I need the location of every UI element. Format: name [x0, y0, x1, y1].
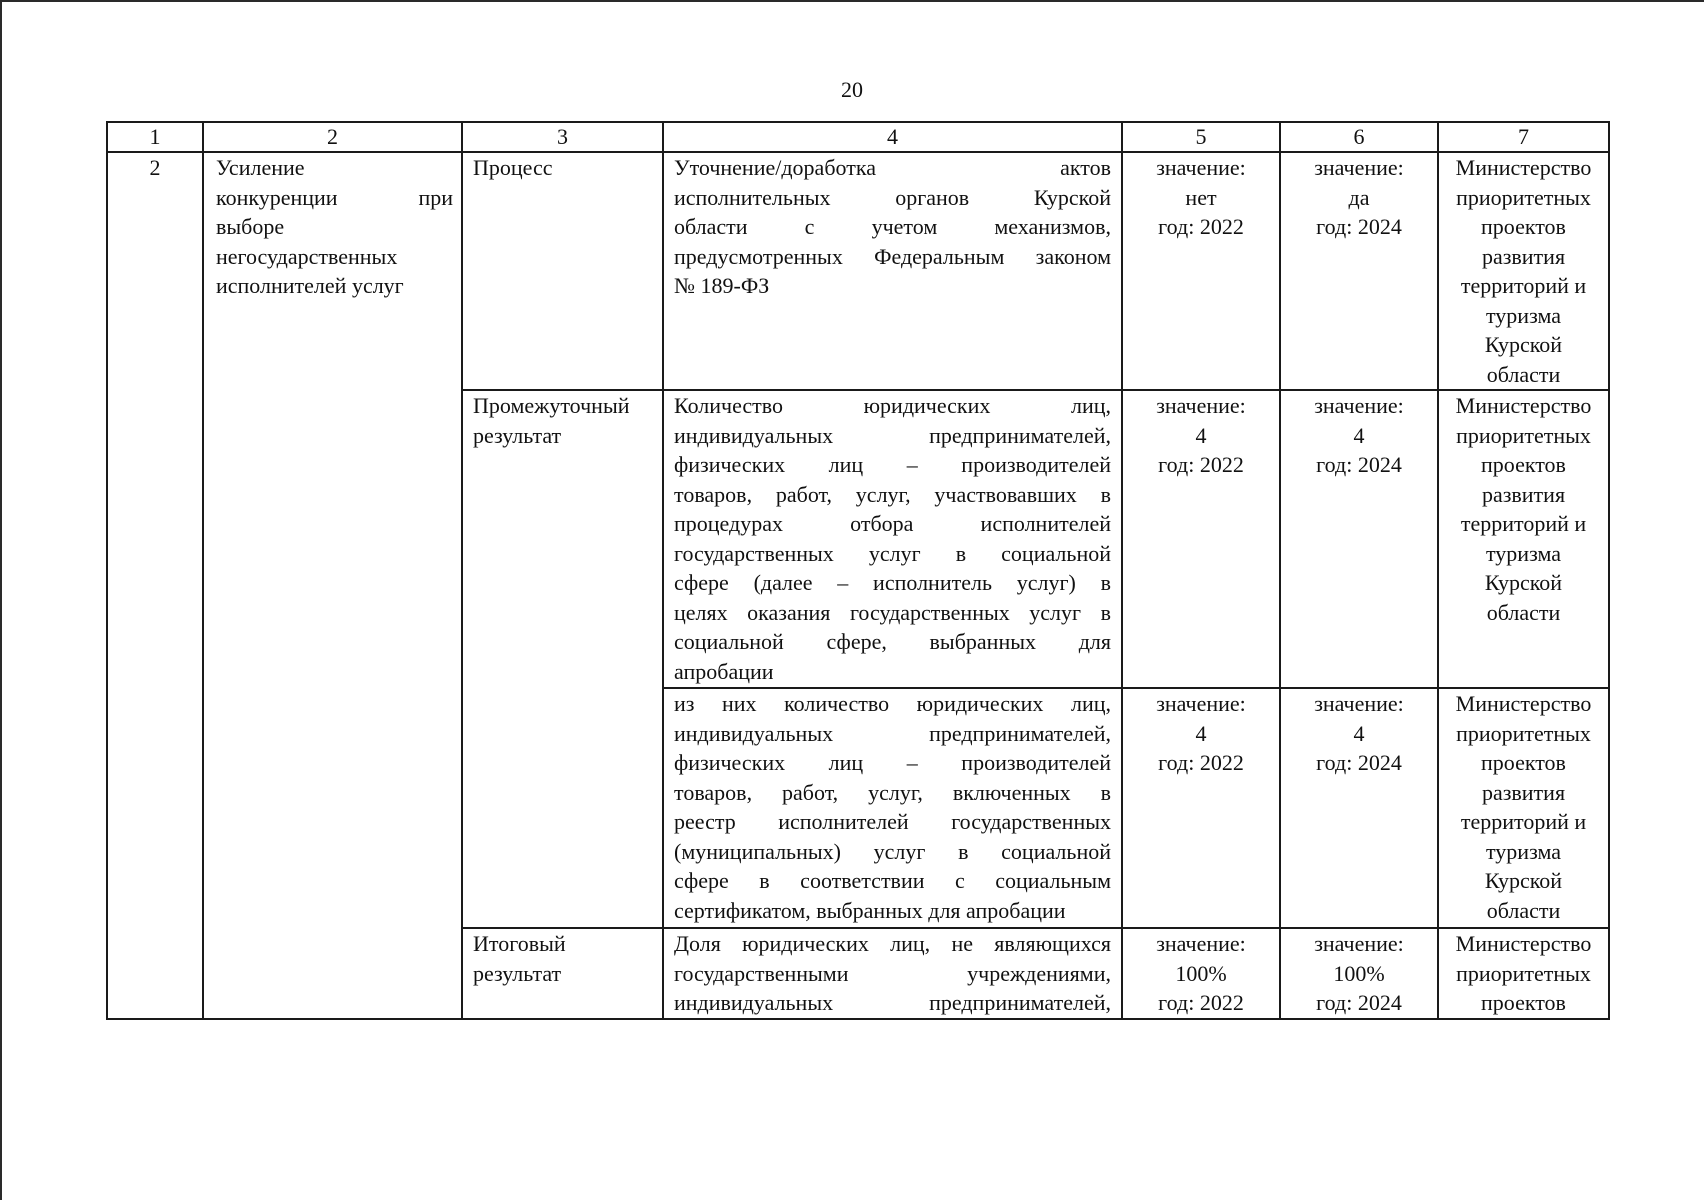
indicator-line: реестр исполнителей государственных	[674, 809, 1111, 834]
target-year: год: 2024	[1316, 452, 1402, 477]
responsible-line: Курской	[1484, 332, 1563, 357]
result-type-line: Промежуточный	[473, 393, 630, 418]
row-number-cell	[107, 152, 203, 1019]
indicator-line: апробации	[674, 658, 774, 684]
responsible-line: приоритетных	[1456, 720, 1591, 746]
responsible-line: Курской	[1484, 570, 1563, 595]
indicator-line: товаров, работ, услуг, участвовавших в	[674, 481, 1111, 507]
table-row	[107, 152, 1609, 390]
indicator-line: из них количество юридических лиц,	[674, 691, 1111, 716]
base-year: год: 2022	[1158, 750, 1244, 775]
target-value-cell	[1280, 390, 1438, 688]
result-type-line: результат	[473, 960, 562, 986]
task-cell	[203, 152, 462, 1019]
result-type-cell	[462, 152, 663, 390]
base-value-label: значение:	[1156, 691, 1246, 716]
indicator-line: индивидуальных предпринимателей,	[674, 990, 1111, 1015]
base-value: 4	[1195, 720, 1207, 746]
result-type-line: Итоговый	[473, 931, 566, 956]
responsible-cell	[1438, 688, 1609, 928]
target-value: 100%	[1333, 960, 1385, 986]
indicator-line: предусмотренных Федеральным законом	[674, 243, 1111, 269]
scan-edge-top	[0, 0, 1704, 2]
indicator-line: индивидуальных предпринимателей,	[674, 422, 1111, 448]
column-number-6: 6	[1280, 122, 1438, 152]
responsible-line: приоритетных	[1456, 422, 1591, 448]
base-value-cell	[1122, 390, 1280, 688]
indicator-line: целях оказания государственных услуг в	[674, 599, 1111, 625]
responsible-line: проектов	[1481, 750, 1566, 775]
indicator-line: государственными учреждениями,	[674, 960, 1111, 986]
responsible-line: Курской	[1484, 868, 1563, 893]
responsible-line: Министерство	[1455, 393, 1592, 418]
indicator-line: индивидуальных предпринимателей,	[674, 720, 1111, 746]
responsible-cell	[1438, 152, 1609, 390]
indicator-line: товаров, работ, услуг, включенных в	[674, 779, 1111, 805]
responsible-line: туризма	[1485, 838, 1561, 864]
target-year: год: 2024	[1316, 214, 1402, 239]
task-line: конкуренции при	[216, 184, 453, 210]
responsible-line: области	[1486, 599, 1561, 625]
indicator-line: физических лиц – производителей	[674, 452, 1111, 477]
column-number-3: 3	[462, 122, 663, 152]
responsible-line: области	[1486, 361, 1561, 387]
responsible-line: развития	[1481, 481, 1566, 507]
indicator-line: сфере (далее – исполнитель услуг) в	[674, 570, 1111, 595]
column-number-5: 5	[1122, 122, 1280, 152]
indicator-line: области с учетом механизмов,	[674, 214, 1111, 239]
indicator-line: сфере в соответствии с социальным	[674, 868, 1111, 893]
target-value-cell	[1280, 688, 1438, 928]
base-value-cell	[1122, 152, 1280, 390]
indicator-line: Количество юридических лиц,	[674, 393, 1111, 418]
page-number: 20	[841, 77, 863, 102]
responsible-line: территорий и	[1460, 511, 1587, 536]
base-value-cell	[1122, 688, 1280, 928]
column-numbers-row	[107, 122, 1609, 152]
target-year: год: 2024	[1316, 990, 1402, 1015]
responsible-line: территорий и	[1460, 273, 1587, 298]
scan-edge-left	[0, 0, 2, 1200]
base-year: год: 2022	[1158, 452, 1244, 477]
task-line: негосударственных	[216, 243, 398, 269]
indicator-cell	[663, 152, 1122, 390]
target-value-cell	[1280, 928, 1438, 1019]
indicator-line: № 189-ФЗ	[674, 273, 770, 298]
base-value: 100%	[1175, 960, 1227, 986]
target-value-label: значение:	[1314, 931, 1404, 956]
task-line: выборе	[216, 214, 285, 239]
base-value-cell	[1122, 928, 1280, 1019]
responsible-line: Министерство	[1455, 931, 1592, 956]
base-year: год: 2022	[1158, 214, 1244, 239]
responsible-line: развития	[1481, 243, 1566, 269]
task-line: Усиление	[216, 155, 305, 180]
column-number-2: 2	[203, 122, 462, 152]
indicator-line: Уточнение/доработка актов	[674, 155, 1111, 180]
indicator-line: социальной сфере, выбранных для	[674, 629, 1111, 654]
responsible-line: проектов	[1481, 990, 1566, 1015]
indicator-line: государственных услуг в социальной	[674, 540, 1111, 566]
responsible-line: Министерство	[1455, 155, 1592, 180]
column-number-7: 7	[1438, 122, 1609, 152]
responsible-line: Министерство	[1455, 691, 1592, 716]
responsible-line: проектов	[1481, 214, 1566, 239]
target-value-cell	[1280, 152, 1438, 390]
responsible-line: области	[1486, 897, 1561, 923]
target-value-label: значение:	[1314, 155, 1404, 180]
responsible-line: туризма	[1485, 540, 1561, 566]
indicator-line: процедурах отбора исполнителей	[674, 511, 1111, 536]
target-value: 4	[1353, 720, 1365, 746]
responsible-line: развития	[1481, 779, 1566, 805]
column-number-1: 1	[107, 122, 203, 152]
base-value-label: значение:	[1156, 931, 1246, 956]
responsible-line: приоритетных	[1456, 184, 1591, 210]
responsible-cell	[1438, 928, 1609, 1019]
indicator-line: исполнительных органов Курской	[674, 184, 1111, 210]
target-value: 4	[1353, 422, 1365, 448]
base-value-label: значение:	[1156, 393, 1246, 418]
task-line: исполнителей услуг	[216, 273, 404, 298]
indicator-line: Доля юридических лиц, не являющихся	[674, 931, 1111, 956]
indicator-line: (муниципальных) услуг в социальной	[674, 838, 1111, 864]
result-type-line: результат	[473, 422, 562, 448]
indicator-cell	[663, 928, 1122, 1019]
responsible-line: приоритетных	[1456, 960, 1591, 986]
indicators-table	[106, 121, 1610, 1020]
base-year: год: 2022	[1158, 990, 1244, 1015]
target-value-label: значение:	[1314, 691, 1404, 716]
base-value-label: значение:	[1156, 155, 1246, 180]
base-value: 4	[1195, 422, 1207, 448]
target-value-label: значение:	[1314, 393, 1404, 418]
base-value: нет	[1185, 184, 1217, 210]
result-type-line: Процесс	[473, 155, 553, 180]
indicator-cell	[663, 390, 1122, 688]
result-type-cell	[462, 390, 663, 928]
responsible-line: туризма	[1485, 302, 1561, 328]
indicator-line: физических лиц – производителей	[674, 750, 1111, 775]
responsible-cell	[1438, 390, 1609, 688]
indicator-cell	[663, 688, 1122, 928]
responsible-line: проектов	[1481, 452, 1566, 477]
row-number: 2	[149, 155, 161, 180]
result-type-cell	[462, 928, 663, 1019]
target-year: год: 2024	[1316, 750, 1402, 775]
target-value: да	[1348, 184, 1370, 210]
indicator-line: сертификатом, выбранных для апробации	[674, 897, 1066, 923]
column-number-4: 4	[663, 122, 1122, 152]
responsible-line: территорий и	[1460, 809, 1587, 834]
